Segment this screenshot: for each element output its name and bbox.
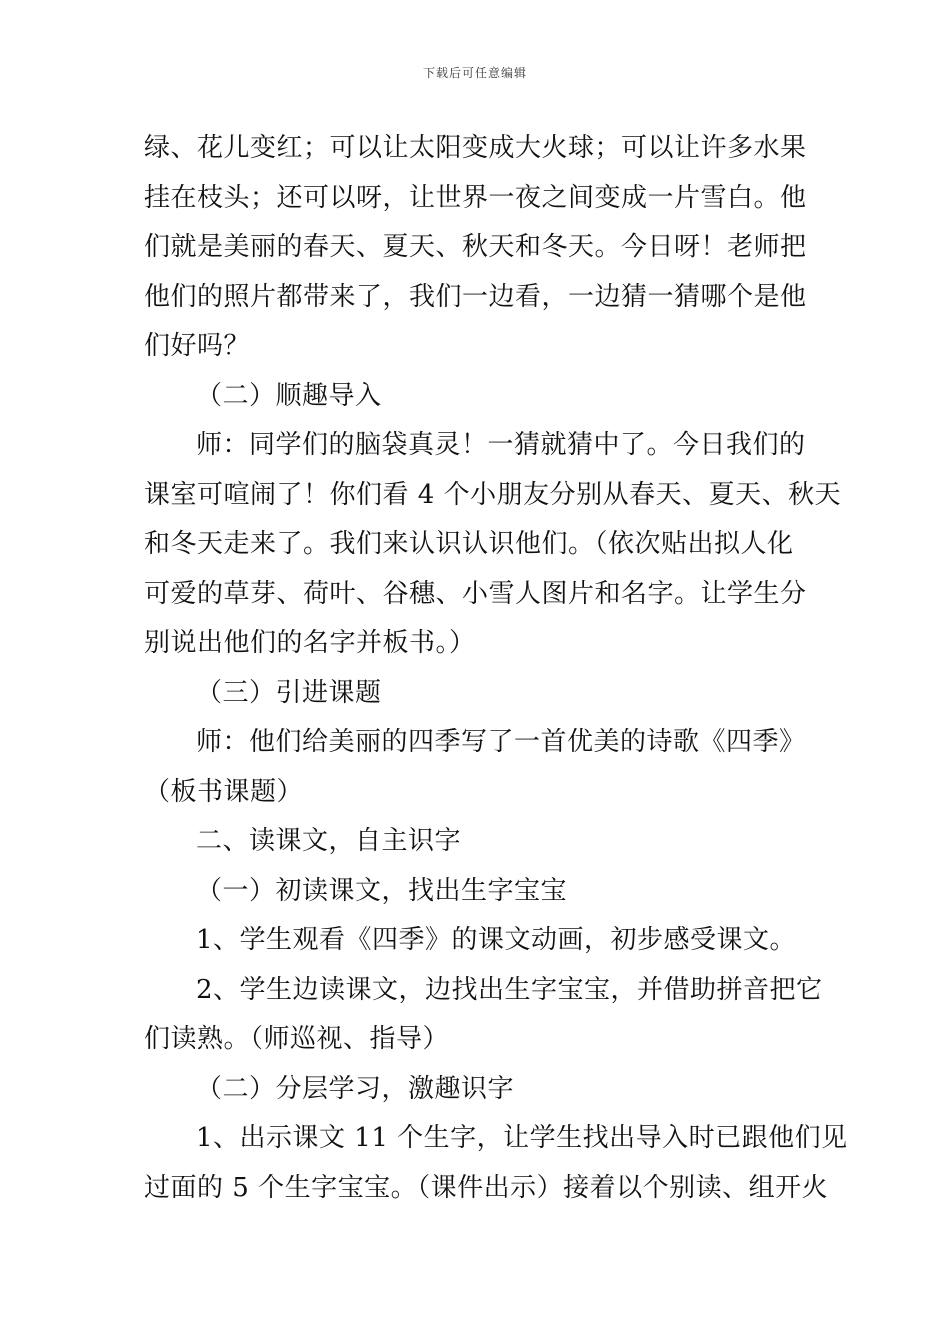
text-line: 挂在枝头；还可以呀，让世界一夜之间变成一片雪白。他: [144, 182, 807, 213]
section-heading: （二）顺趣导入: [196, 380, 382, 411]
text-line: 们好吗？: [144, 331, 251, 361]
page-header: 下载后可任意编辑: [422, 66, 527, 80]
paragraph-start: 师：同学们的脑袋真灵！一猜就猜中了。今日我们的: [196, 430, 806, 460]
chapter-heading: 二、读课文，自主识字: [196, 826, 462, 856]
text-line: 过面的 5 个生字宝宝。（课件出示）接着以个别读、组开火: [144, 1172, 829, 1203]
text-line: 别说出他们的名字并板书。）: [144, 628, 476, 658]
text-line: 课室可喧闹了！你们看 4 个小朋友分别从春天、夏天、秋天: [144, 479, 842, 510]
text-line: 绿、花儿变红；可以让太阳变成大火球；可以让许多水果: [144, 133, 807, 163]
text-line: （板书课题）: [144, 776, 304, 807]
list-item: 1、出示课文 11 个生字，让学生找出导入时已跟他们见: [196, 1123, 848, 1153]
text-line: 们就是美丽的春天、夏天、秋天和冬天。今日呀！老师把: [144, 232, 807, 262]
text-line: 和冬天走来了。我们来认识认识他们。（依次贴出拟人化: [144, 529, 794, 559]
paragraph-start: 师：他们给美丽的四季写了一首优美的诗歌《四季》: [196, 727, 806, 757]
text-line: 们读熟。（师巡视、指导）: [144, 1024, 450, 1054]
text-line: 他们的照片都带来了，我们一边看，一边猜一猜哪个是他: [144, 281, 807, 312]
section-heading: （二）分层学习，激趣识字: [196, 1073, 515, 1104]
document-body: [144, 124, 848, 1213]
list-item: 2、学生边读课文，边找出生字宝宝，并借助拼音把它: [196, 974, 823, 1005]
text-line: 可爱的草芽、荷叶、谷穗、小雪人图片和名字。让学生分: [144, 578, 807, 609]
section-heading: （一）初读课文，找出生字宝宝: [196, 875, 568, 906]
section-heading: （三）引进课题: [196, 677, 382, 708]
list-item: 1、学生观看《四季》的课文动画，初步感受课文。: [196, 925, 797, 955]
